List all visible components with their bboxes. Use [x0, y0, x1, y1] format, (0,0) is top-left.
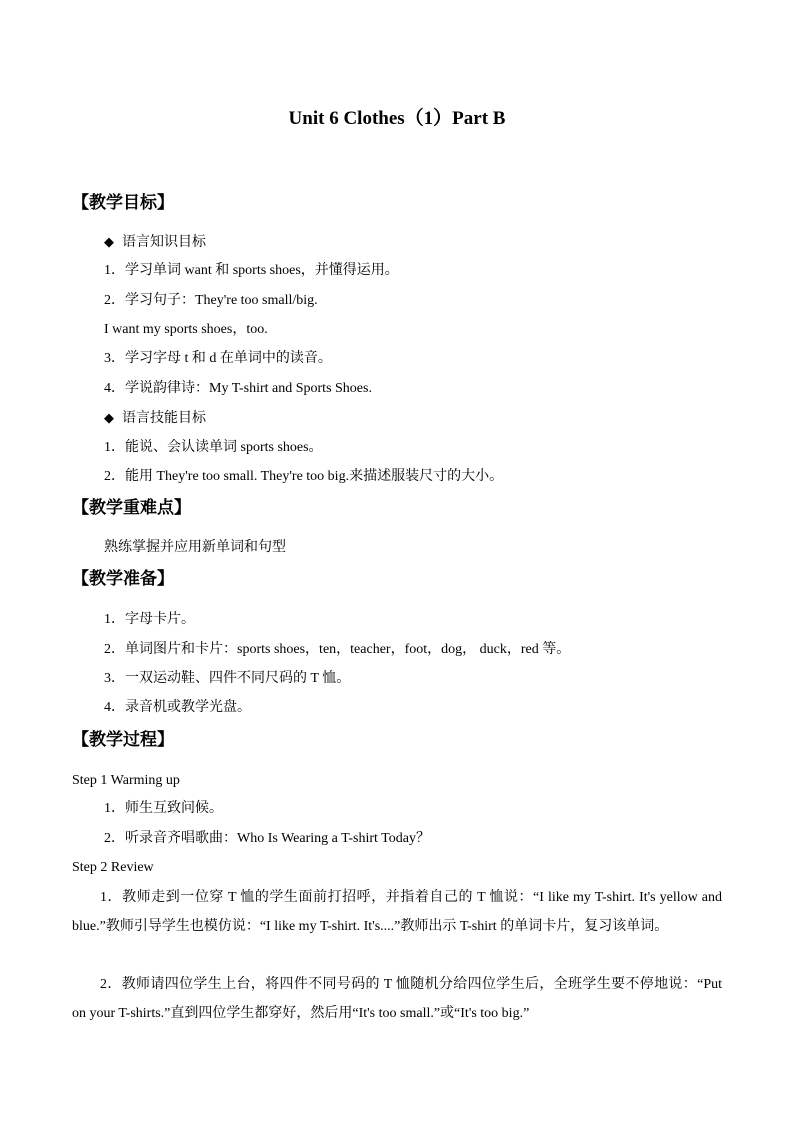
step-2-paragraph-2-text: 2．教师请四位学生上台，将四件不同号码的 T 恤随机分给四位学生后，全班学生要不停地说：“Put on your T-shirts.”直到四位学生都穿好，然后用“It's too small.”或“It's too big.”: [72, 977, 722, 1021]
step-1-item-1: 1．师生互致问候。: [104, 801, 223, 816]
step-1-title: Step 1 Warming up: [72, 773, 180, 788]
preparation-heading: 【教学准备】: [72, 569, 174, 588]
knowledge-item-2-continued: I want my sports shoes，too.: [104, 322, 268, 337]
skill-goal-label: [104, 408, 206, 429]
knowledge-item-2: 2．学习句子：They're too small/big.: [104, 293, 318, 308]
preparation-item-3: 3．一双运动鞋、四件不同尺码的 T 恤。: [104, 671, 351, 686]
skill-goal-text: 语言技能目标: [122, 411, 206, 426]
step-2-title: Step 2 Review: [72, 860, 154, 875]
knowledge-item-4: 4．学说韵律诗：My T-shirt and Sports Shoes.: [104, 381, 372, 396]
step-1-item-2: 2．听录音齐唱歌曲：Who Is Wearing a T-shirt Today？: [104, 831, 430, 846]
knowledge-goal-text: 语言知识目标: [122, 235, 206, 250]
knowledge-item-3: 3．学习字母 t 和 d 在单词中的读音。: [104, 351, 332, 366]
step-2-paragraph-1-text: 1．教师走到一位穿 T 恤的学生面前打招呼，并指着自己的 T 恤说：“I like my T-shirt. It's yellow and blue.”教师引导学生也模仿说：“I like my T-shirt. It's....”教师出示 T-shirt 的单词卡片，复习该单词。: [72, 890, 722, 934]
step-2-paragraph-1: [72, 883, 722, 941]
page-title: Unit 6 Clothes（1）Part B: [288, 108, 506, 129]
step-2-paragraph-2: [72, 970, 722, 1028]
preparation-item-1: 1．字母卡片。: [104, 612, 195, 627]
diamond-bullet-icon: ◆: [104, 234, 114, 249]
skill-item-1: 1．能说、会认读单词 sports shoes。: [104, 440, 323, 455]
key-points-heading: 【教学重难点】: [72, 498, 191, 517]
key-points-text: 熟练掌握并应用新单词和句型: [104, 540, 286, 555]
preparation-item-2: 2．单词图片和卡片：sports shoes，ten，teacher，foot，dog， duck，red 等。: [104, 642, 571, 657]
skill-item-2: 2．能用 They're too small. They're too big.来描述服装尺寸的大小。: [104, 469, 504, 484]
preparation-item-4: 4．录音机或教学光盘。: [104, 700, 251, 715]
knowledge-goal-label: [104, 232, 206, 253]
process-heading: 【教学过程】: [72, 730, 174, 749]
diamond-bullet-icon: ◆: [104, 410, 114, 425]
knowledge-item-1: 1．学习单词 want 和 sports shoes，并懂得运用。: [104, 263, 399, 278]
objectives-heading: 【教学目标】: [72, 193, 174, 212]
